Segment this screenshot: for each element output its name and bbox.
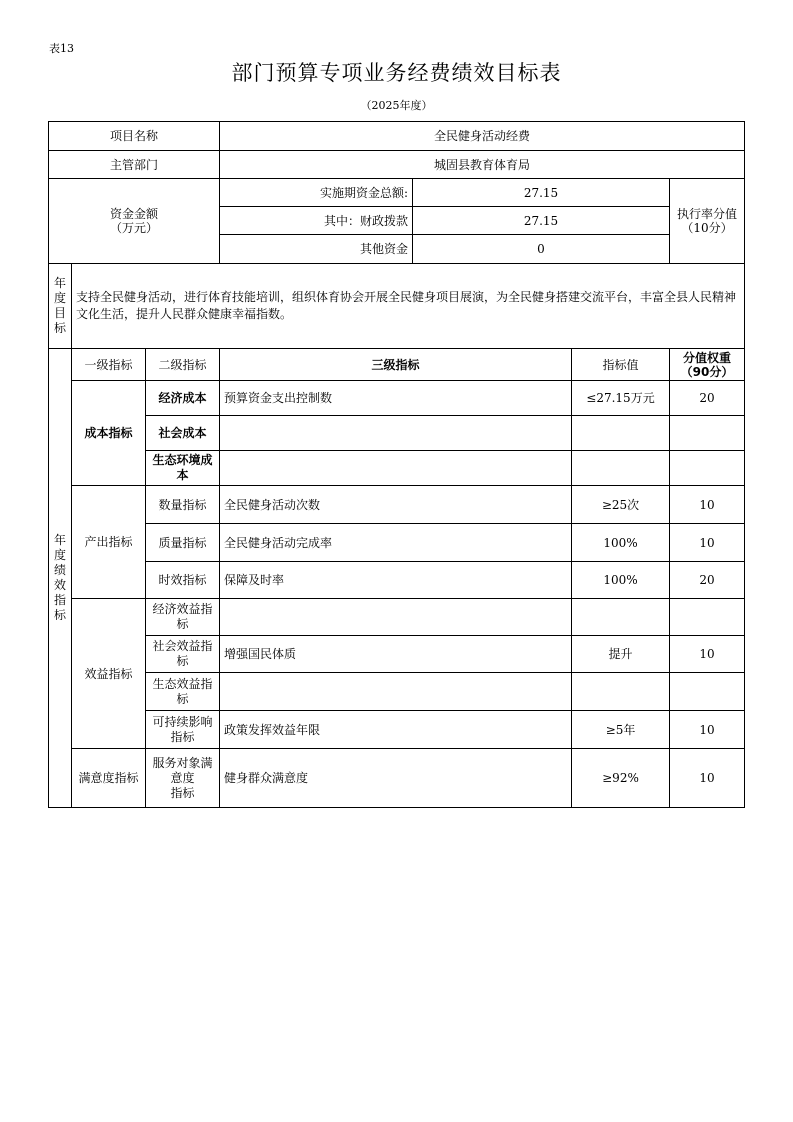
header-level2: 二级指标 xyxy=(145,348,220,381)
indicators-label: 年 度 绩 效 指 标 xyxy=(48,348,72,808)
funds-fiscal-label: 其中：财政拨款 xyxy=(219,206,413,235)
row-value xyxy=(571,450,670,486)
table-number: 表13 xyxy=(49,42,74,55)
header-level3: 三级指标 xyxy=(219,348,572,381)
row-level2: 可持续影响指标 xyxy=(145,710,220,749)
row-level3 xyxy=(219,415,572,451)
dept-label: 主管部门 xyxy=(48,150,220,179)
level1-benefit: 效益指标 xyxy=(71,598,146,749)
row-value: 提升 xyxy=(571,635,670,673)
row-value xyxy=(571,598,670,636)
row-level2: 社会成本 xyxy=(145,415,220,451)
row-level3 xyxy=(219,598,572,636)
row-weight: 20 xyxy=(669,380,745,416)
row-weight: 10 xyxy=(669,710,745,749)
row-level2: 经济效益指标 xyxy=(145,598,220,636)
header-weight: 分值权重 （90分） xyxy=(669,348,745,381)
annual-goal-text: 支持全民健身活动，进行体育技能培训，组织体育协会开展全民健身项目展演，为全民健身搭建交流平台，丰富全县人民精神文化生活，提升人民群众健康幸福指数。 xyxy=(71,263,745,349)
annual-goal-label: 年 度 目 标 xyxy=(48,263,72,349)
exec-rate-label: 执行率分值 （10分） xyxy=(669,178,745,264)
funds-total-value: 27.15 xyxy=(412,178,670,207)
row-level3 xyxy=(219,450,572,486)
row-level3: 健身群众满意度 xyxy=(219,748,572,808)
row-level2: 社会效益指标 xyxy=(145,635,220,673)
row-weight: 10 xyxy=(669,523,745,562)
row-value: 100% xyxy=(571,561,670,599)
row-level2: 服务对象满意度 指标 xyxy=(145,748,220,808)
page-title: 部门预算专项业务经费绩效目标表 xyxy=(231,61,562,85)
row-weight xyxy=(669,415,745,451)
level1-cost: 成本指标 xyxy=(71,380,146,486)
row-weight xyxy=(669,450,745,486)
row-weight: 10 xyxy=(669,485,745,524)
row-value: ≥25次 xyxy=(571,485,670,524)
level1-output: 产出指标 xyxy=(71,485,146,599)
row-weight: 20 xyxy=(669,561,745,599)
level1-satisfaction: 满意度指标 xyxy=(71,748,146,808)
row-value xyxy=(571,415,670,451)
row-value: ≥92% xyxy=(571,748,670,808)
row-value xyxy=(571,672,670,711)
dept-value: 城固县教育体育局 xyxy=(219,150,745,179)
row-weight xyxy=(669,672,745,711)
row-weight: 10 xyxy=(669,635,745,673)
row-level2: 数量指标 xyxy=(145,485,220,524)
year-label: （2025年度） xyxy=(360,99,433,112)
row-weight xyxy=(669,598,745,636)
row-value: ≤27.15万元 xyxy=(571,380,670,416)
funds-other-label: 其他资金 xyxy=(219,234,413,264)
row-weight: 10 xyxy=(669,748,745,808)
row-level3: 预算资金支出控制数 xyxy=(219,380,572,416)
row-level3 xyxy=(219,672,572,711)
row-level3: 全民健身活动完成率 xyxy=(219,523,572,562)
performance-table xyxy=(48,121,745,808)
project-name-value: 全民健身活动经费 xyxy=(219,121,745,151)
row-level3: 全民健身活动次数 xyxy=(219,485,572,524)
row-level2: 时效指标 xyxy=(145,561,220,599)
row-level2: 生态环境成本 xyxy=(145,450,220,486)
row-value: 100% xyxy=(571,523,670,562)
row-level3: 政策发挥效益年限 xyxy=(219,710,572,749)
header-level1: 一级指标 xyxy=(71,348,146,381)
row-level2: 质量指标 xyxy=(145,523,220,562)
row-level3: 增强国民体质 xyxy=(219,635,572,673)
row-level3: 保障及时率 xyxy=(219,561,572,599)
funds-label: 资金金额 （万元） xyxy=(48,178,220,264)
funds-other-value: 0 xyxy=(412,234,670,264)
header-value: 指标值 xyxy=(571,348,670,381)
funds-fiscal-value: 27.15 xyxy=(412,206,670,235)
row-level2: 生态效益指标 xyxy=(145,672,220,711)
row-value: ≥5年 xyxy=(571,710,670,749)
funds-total-label: 实施期资金总额: xyxy=(219,178,413,207)
project-name-label: 项目名称 xyxy=(48,121,220,151)
row-level2: 经济成本 xyxy=(145,380,220,416)
